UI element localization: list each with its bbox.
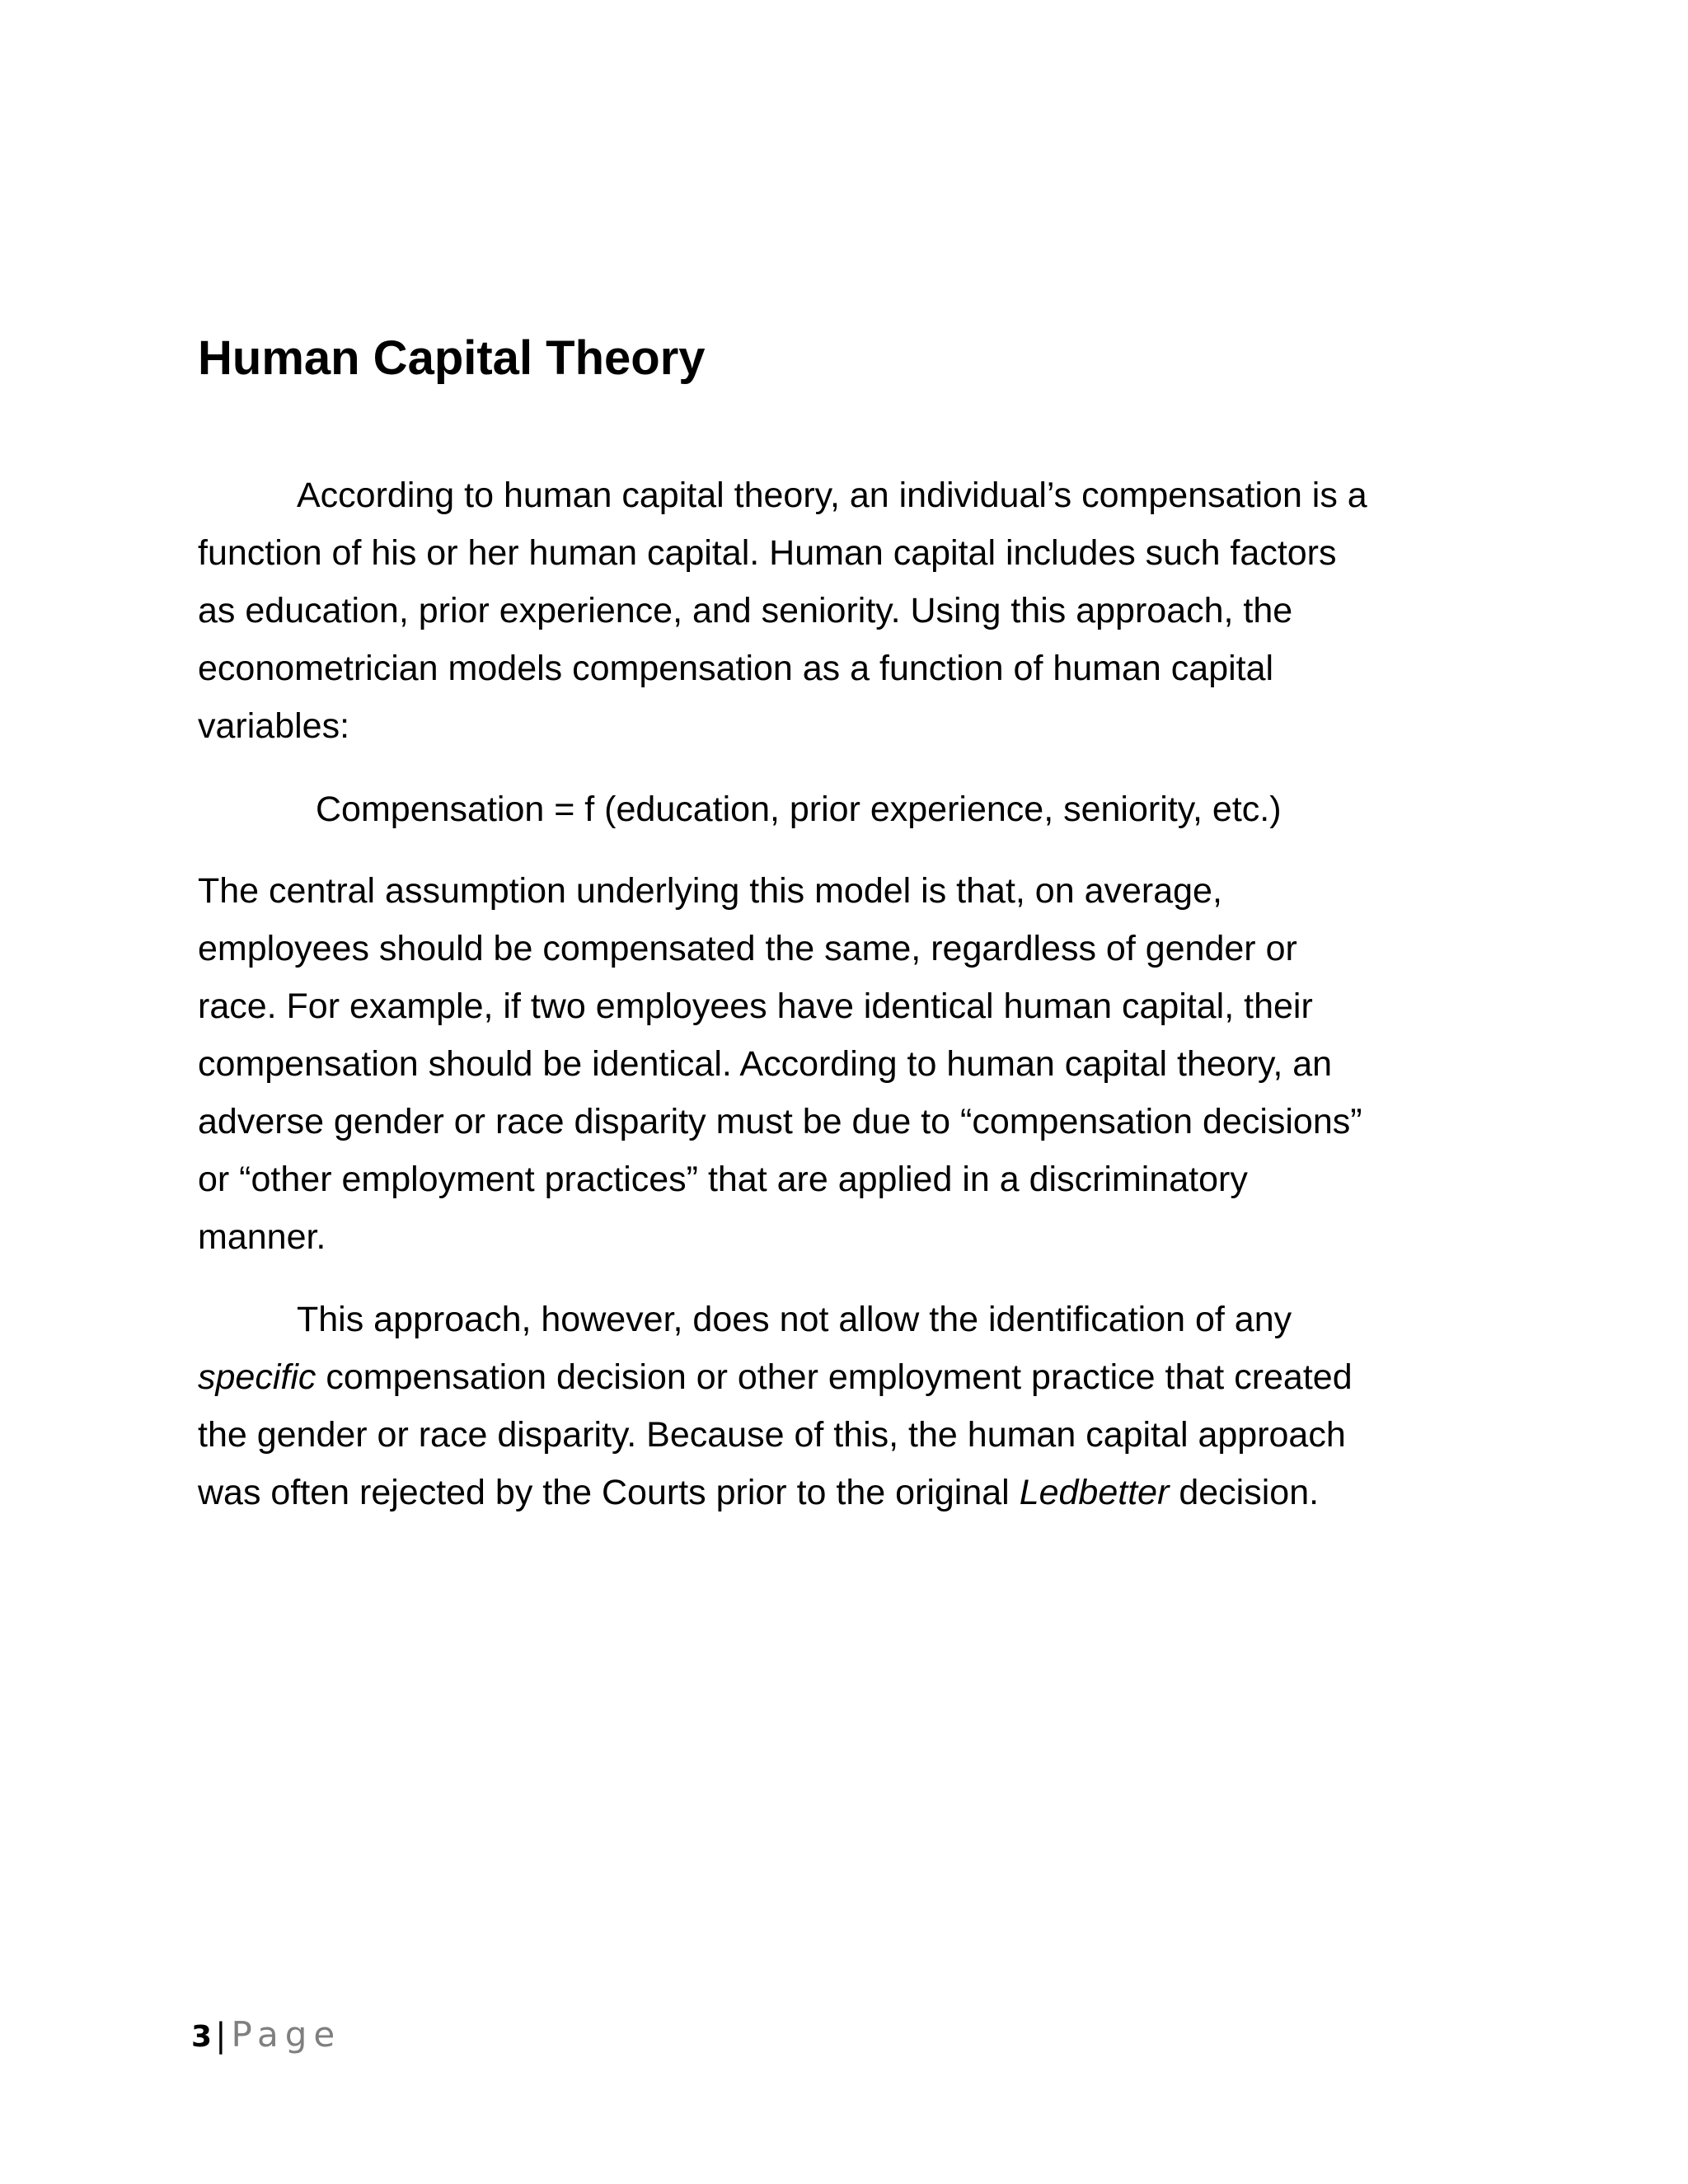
paragraph-line: adverse gender or race disparity must be due to “compensation decisions”	[198, 1102, 1362, 1141]
paragraph-line: or “other employment practices” that are applied in a discriminatory	[198, 1160, 1248, 1199]
section-heading: Human Capital Theory	[198, 331, 706, 385]
paragraph-line: This approach, however, does not allow the identification of any	[297, 1300, 1292, 1339]
paragraph-text: compensation decision or other employment practice that created	[316, 1357, 1353, 1397]
paragraph-central-assumption	[198, 862, 1484, 1266]
page-separator: |	[215, 2017, 227, 2055]
page-number: 3	[191, 2020, 213, 2054]
page-footer	[191, 2014, 341, 2055]
page-label: Page	[231, 2014, 342, 2055]
paragraph-line: employees should be compensated the same, regardless of gender or	[198, 929, 1297, 968]
paragraph-line	[198, 1464, 1484, 1521]
paragraph-line: function of his or her human capital. Human capital includes such factors	[198, 533, 1337, 573]
paragraph-line: as education, prior experience, and seniority. Using this approach, the	[198, 591, 1293, 630]
paragraph-line: race. For example, if two employees have identical human capital, their	[198, 987, 1313, 1026]
paragraph-line: econometrician models compensation as a function of human capital	[198, 649, 1274, 688]
paragraph-line: According to human capital theory, an individual’s compensation is a	[297, 476, 1367, 515]
paragraph-human-capital-definition	[198, 466, 1484, 755]
case-name-italic: Ledbetter	[1019, 1473, 1170, 1512]
paragraph-text: was often rejected by the Courts prior to the original	[198, 1473, 1020, 1512]
paragraph-text: decision.	[1169, 1473, 1320, 1512]
italic-emphasis: specific	[198, 1357, 316, 1397]
paragraph-line: variables:	[198, 706, 350, 746]
paragraph-line: manner.	[198, 1217, 326, 1257]
paragraph-approach-limitation	[198, 1291, 1484, 1521]
compensation-equation: Compensation = f (education, prior experience, seniority, etc.)	[316, 790, 1282, 829]
paragraph-line: The central assumption underlying this model is that, on average,	[198, 871, 1222, 911]
paragraph-line	[198, 1348, 1484, 1406]
paragraph-line: compensation should be identical. According to human capital theory, an	[198, 1044, 1333, 1084]
paragraph-line: the gender or race disparity. Because of this, the human capital approach	[198, 1415, 1346, 1455]
